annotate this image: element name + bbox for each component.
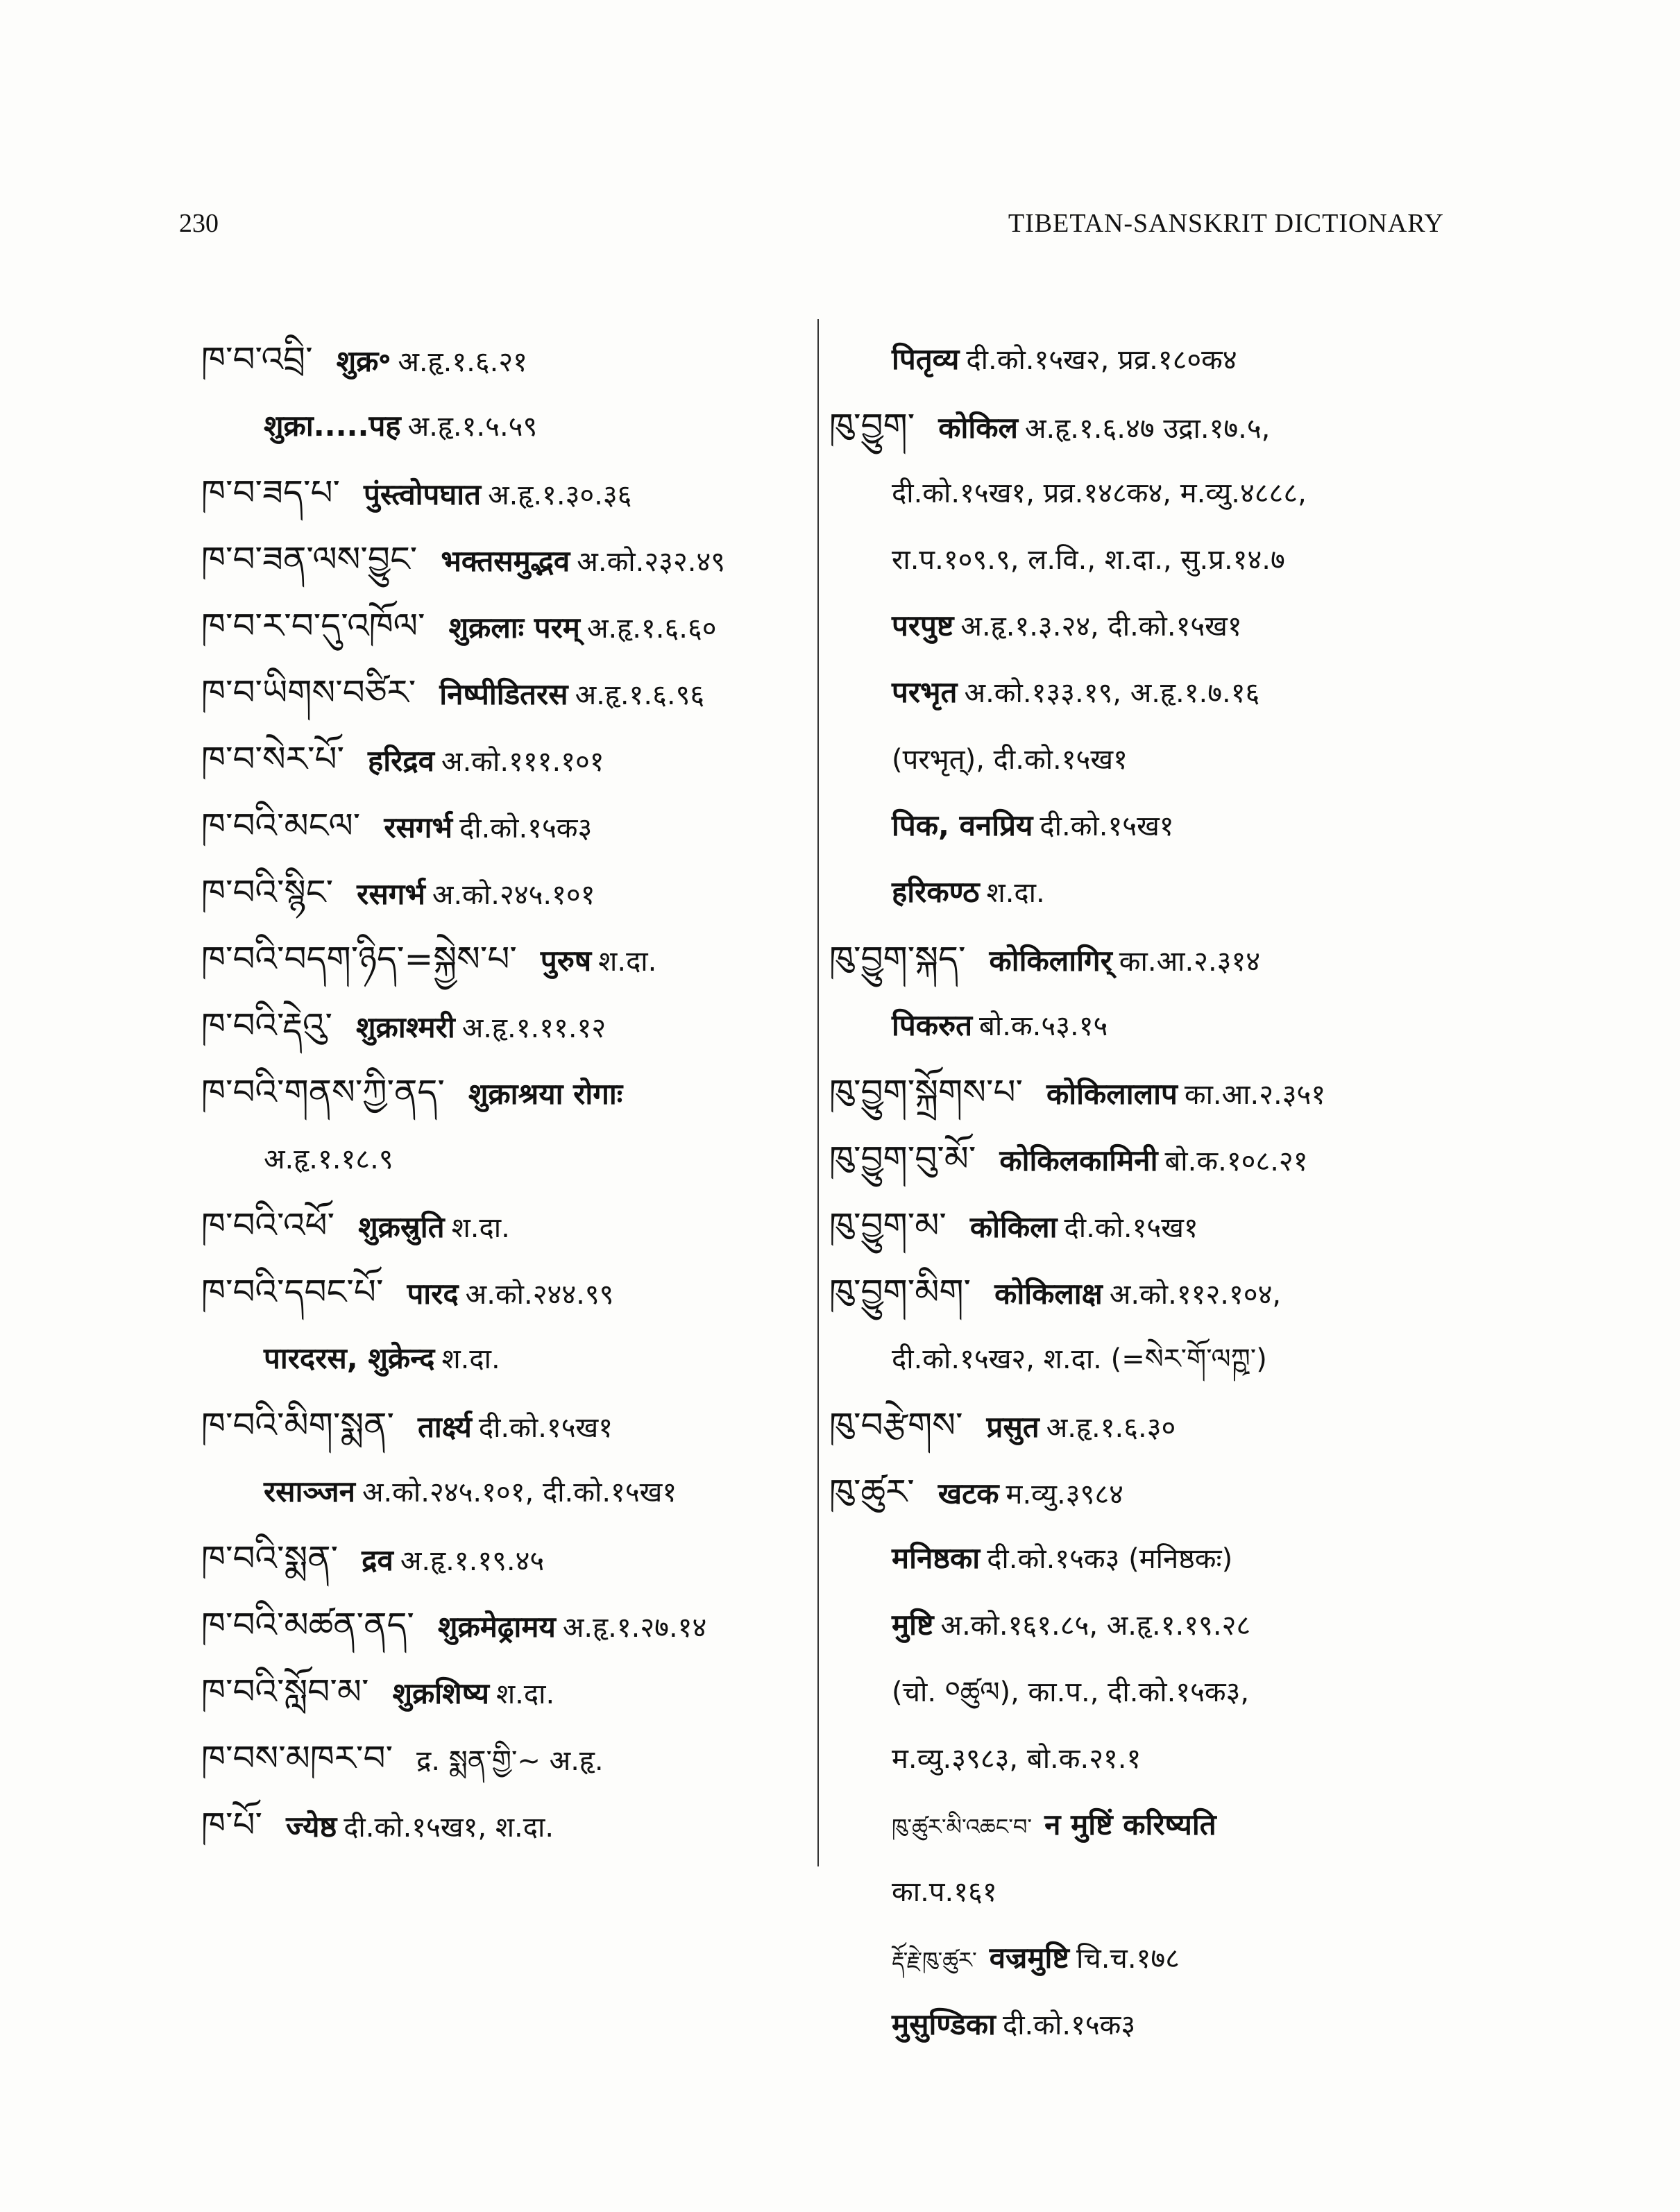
dictionary-entry: [201, 326, 812, 393]
source-reference: का.आ.२.३५१: [1184, 1079, 1326, 1111]
source-reference: रा.प.१०९.९, ल.वि., श.दा., सु.प्र.१४.७: [892, 544, 1285, 576]
dictionary-entry: [829, 459, 1454, 526]
dictionary-entry: [829, 326, 1454, 393]
tibetan-headword: ཁ་པོ་: [201, 1805, 263, 1845]
dictionary-entry: [829, 992, 1454, 1059]
source-reference: दी.को.१५क३: [1002, 2009, 1136, 2041]
dictionary-entry: [201, 992, 812, 1059]
dictionary-entry: [201, 593, 812, 659]
sanskrit-equivalent: कोकिला: [969, 1210, 1058, 1244]
running-title: TIBETAN-SANSKRIT DICTIONARY: [1008, 209, 1444, 238]
tibetan-headword: ཁ་བའི་སྙིང་: [201, 872, 334, 912]
dictionary-entry: [201, 926, 812, 992]
tibetan-headword: ཁུ་བྱུག་སྐྲོགས་པ་: [829, 1072, 1023, 1112]
sanskrit-equivalent: पिकरुत: [892, 1008, 973, 1042]
source-reference: अ.हृ.१.५.५९: [407, 411, 538, 443]
dictionary-entry: [829, 726, 1454, 792]
source-reference: चि.च.१७८: [1076, 1943, 1180, 1975]
left-column: [201, 326, 812, 1858]
sanskrit-equivalent: कोकिलालाप: [1046, 1077, 1178, 1111]
tibetan-headword: ཁུ་ཚུར་: [829, 1472, 915, 1512]
page-header: [179, 208, 1444, 250]
sanskrit-equivalent: पितृव्य: [892, 342, 960, 376]
source-reference: अ.हृ.१.२७.१४: [562, 1612, 707, 1644]
source-reference: अ.हृ.१.११.१२: [461, 1012, 606, 1044]
source-reference: श.दा.: [598, 946, 657, 978]
tibetan-headword: ཁུ་ཚུར་མི་འཆང་བ་: [892, 1814, 1033, 1840]
dictionary-entry: [201, 1592, 812, 1658]
tibetan-headword: ཁ་བའི་མིག་སྨན་: [201, 1405, 394, 1445]
dictionary-entry: [201, 1792, 812, 1858]
dictionary-entry: [829, 859, 1454, 926]
tibetan-headword: ཁ་བའི་དབང་པོ་: [201, 1272, 384, 1312]
right-column: [829, 326, 1454, 2058]
tibetan-headword: ཁ་བའི་འཕོ་: [201, 1205, 335, 1245]
tibetan-headword: ཁུ་བྱུག་མ་: [829, 1205, 947, 1245]
sanskrit-equivalent: शुक्राश्रया रोगाः: [468, 1077, 623, 1111]
dictionary-entry: [829, 593, 1454, 659]
tibetan-headword: ཁུ་བྱུག་བུ་མོ་: [829, 1139, 976, 1179]
sanskrit-equivalent: पारद: [407, 1277, 459, 1311]
sanskrit-equivalent: हरिकण्ठ: [892, 875, 980, 909]
dictionary-entry: [829, 1325, 1454, 1392]
sanskrit-equivalent: मुसुण्डिका: [892, 2007, 996, 2041]
source-reference: अ.हृ.१.६.२१: [398, 346, 527, 378]
source-reference: श.दा.: [451, 1212, 510, 1244]
tibetan-headword: ཁུ་བརྩེགས་: [829, 1405, 963, 1445]
sanskrit-equivalent: भक्तसमुद्भव: [441, 544, 570, 578]
source-reference: दी.को.१५ख१: [478, 1412, 613, 1444]
dictionary-entry: [829, 1125, 1454, 1192]
sanskrit-equivalent: मुष्टि: [892, 1608, 934, 1642]
sanskrit-equivalent: शुक्रस्रुति: [358, 1210, 445, 1244]
dictionary-entry: [829, 1925, 1454, 1991]
dictionary-entry: [201, 726, 812, 792]
source-reference: श.दा.: [986, 877, 1045, 909]
source-reference: अ.को.१६१.८५, अ.हृ.१.१९.२८: [940, 1610, 1251, 1642]
dictionary-entry: [829, 393, 1454, 459]
sanskrit-equivalent: पिक, वनप्रिय: [892, 808, 1033, 842]
sanskrit-equivalent: प्रसुत: [986, 1410, 1040, 1444]
dictionary-entry: [201, 1325, 812, 1392]
tibetan-headword: ཁུ་བྱུག་མིག་: [829, 1272, 971, 1312]
source-reference: अ.को.११२.१०४,: [1109, 1279, 1282, 1311]
source-reference: श.दा.: [441, 1343, 500, 1375]
dictionary-entry: [201, 1725, 812, 1792]
source-reference: दी.को.१५ख१, प्रव्र.१४८क४, म.व्यु.४८८८,: [892, 477, 1307, 509]
sanskrit-equivalent: मनिष्ठका: [892, 1541, 981, 1575]
source-reference: अ.हृ.१.६.३०: [1046, 1412, 1176, 1444]
sanskrit-equivalent: हरिद्रव: [368, 744, 435, 778]
page-number: 230: [179, 209, 219, 238]
sanskrit-equivalent: रसगर्भ: [384, 810, 453, 844]
sanskrit-equivalent: पारदरस, शुक्रेन्द: [264, 1341, 435, 1375]
dictionary-entry: [829, 1725, 1454, 1792]
sanskrit-equivalent: ज्येष्ठ: [286, 1810, 337, 1844]
sanskrit-equivalent: न मुष्टिं करिष्यति: [1044, 1807, 1216, 1841]
source-reference: अ.हृ.१.१९.४५: [400, 1545, 545, 1577]
sanskrit-equivalent: वज्रमुष्टि: [989, 1941, 1069, 1975]
source-reference: दी.को.१५क३ (मनिष्ठकः): [987, 1543, 1233, 1575]
column-divider: [817, 319, 819, 1866]
dictionary-entry: [829, 1792, 1454, 1858]
source-reference: अ.हृ.१.१८.९: [264, 1143, 393, 1175]
sanskrit-equivalent: रसगर्भ: [357, 877, 425, 911]
dictionary-entry: [201, 859, 812, 926]
sanskrit-equivalent: रसाञ्जन: [264, 1474, 355, 1508]
dictionary-entry: [829, 1259, 1454, 1325]
source-reference: दी.को.१५ख२, श.दा. (=སེར་གོ་ལཀྵ་): [892, 1343, 1267, 1375]
sanskrit-equivalent: कोकिलाक्ष: [994, 1277, 1103, 1311]
source-reference: द्र. སྨན་གྱི་~ अ.हृ.: [416, 1745, 604, 1777]
dictionary-entry: [201, 526, 812, 593]
sanskrit-equivalent: परभृत: [892, 675, 958, 709]
dictionary-entry: [829, 1658, 1454, 1725]
source-reference: दी.को.१५ख१, श.दा.: [343, 1812, 554, 1844]
dictionary-entry: [829, 1392, 1454, 1458]
tibetan-headword: ཁ་བ་འབྲི་: [201, 339, 313, 380]
dictionary-entry: [829, 526, 1454, 593]
dictionary-entry: [201, 1259, 812, 1325]
sanskrit-equivalent: शुक्रशिष्य: [392, 1676, 489, 1710]
tibetan-headword: ཁུ་བྱུག་: [829, 406, 915, 446]
source-reference: अ.को.१११.१०१: [441, 746, 604, 778]
dictionary-entry: [201, 659, 812, 726]
source-reference: बो.क.५३.१५: [979, 1010, 1108, 1042]
tibetan-headword: ཁུ་བྱུག་སྐད་: [829, 939, 966, 979]
source-reference: दी.को.१५क३: [459, 813, 593, 844]
dictionary-entry: [201, 1525, 812, 1592]
dictionary-entry: [201, 1125, 812, 1192]
source-reference: दी.को.१५ख१: [1064, 1212, 1198, 1244]
source-reference: अ.को.२४५.१०१, दी.को.१५ख१: [362, 1477, 677, 1508]
sanskrit-equivalent: शुक्रा.....पह: [264, 409, 401, 443]
tibetan-headword: ཁ་བ་ཡིགས་བཙིར་: [201, 672, 416, 713]
tibetan-headword: ཁ་བས་མཁར་བ་: [201, 1738, 393, 1778]
source-reference: बो.क.१०८.२१: [1164, 1146, 1308, 1177]
sanskrit-equivalent: निष्पीडितरस: [439, 677, 568, 711]
dictionary-entry: [829, 1458, 1454, 1525]
source-reference: म.व्यु.३९८४: [1006, 1479, 1123, 1511]
tibetan-headword: ཁ་བ་ཟད་པ་: [201, 473, 340, 513]
sanskrit-equivalent: शुक्रमेढ्रामय: [437, 1610, 556, 1644]
source-reference: अ.हृ.१.३०.३६: [488, 479, 632, 511]
sanskrit-equivalent: कोकिल: [938, 411, 1018, 445]
tibetan-headword: ཁ་བའི་སྨན་: [201, 1538, 339, 1579]
source-reference: म.व्यु.३९८३, बो.क.२१.१: [892, 1743, 1142, 1775]
sanskrit-equivalent: शुक्र॰: [336, 344, 391, 378]
sanskrit-equivalent: तार्क्ष्य: [417, 1410, 472, 1444]
source-reference: (चो. ༠ཚུལ), का.प., दी.को.१५क३,: [892, 1676, 1250, 1708]
sanskrit-equivalent: परपुष्ट: [892, 609, 954, 643]
sanskrit-equivalent: कोकिलकामिनी: [999, 1143, 1158, 1177]
tibetan-headword: རྡོ་རྗེ་ཁུ་ཚུར་: [892, 1947, 977, 1973]
dictionary-entry: [829, 659, 1454, 726]
source-reference: श.दा.: [495, 1678, 555, 1710]
source-reference: का.प.१६१: [892, 1876, 997, 1908]
source-reference: अ.को.२३२.४९: [577, 546, 726, 578]
source-reference: अ.हृ.१.३.२४, दी.को.१५ख१: [960, 611, 1242, 643]
sanskrit-equivalent: कोकिलागिर्: [989, 944, 1112, 978]
sanskrit-equivalent: शुक्रलाः परम्: [448, 611, 580, 645]
tibetan-headword: ཁ་བའི་སློབ་མ་: [201, 1671, 369, 1712]
source-reference: अ.हृ.१.६.६०: [586, 613, 717, 645]
dictionary-entry: [829, 792, 1454, 859]
tibetan-headword: ཁ་བའི་རྡེའུ་: [201, 1005, 332, 1046]
dictionary-entry: [201, 1059, 812, 1125]
source-reference: (परभृत्), दी.को.१५ख१: [892, 744, 1128, 776]
source-reference: दी.को.१५ख१: [1040, 810, 1174, 842]
sanskrit-equivalent: शुक्राश्मरी: [356, 1010, 455, 1044]
tibetan-headword: ཁ་བ་ར་བ་དུ་འཁོལ་: [201, 606, 425, 646]
dictionary-entry: [201, 393, 812, 459]
tibetan-headword: ཁ་བ་སེར་པོ་: [201, 739, 344, 779]
tibetan-headword: ཁ་བའི་མཚན་ནད་: [201, 1605, 414, 1645]
source-reference: का.आ.२.३१४: [1119, 946, 1261, 978]
tibetan-headword: ཁ་བ་ཟན་ལས་བྱུང་: [201, 539, 418, 579]
tibetan-headword: ཁ་བའི་མངལ་: [201, 806, 361, 846]
dictionary-entry: [829, 1991, 1454, 2058]
sanskrit-equivalent: द्रव: [362, 1543, 393, 1577]
source-reference: अ.को.२४४.९९: [465, 1279, 614, 1311]
dictionary-entry: [829, 1192, 1454, 1259]
source-reference: अ.हृ.१.६.४७ उद्रा.१७.५,: [1025, 413, 1271, 445]
sanskrit-equivalent: पुंस्त्वोपघात: [364, 477, 482, 511]
source-reference: दी.को.१५ख२, प्रव्र.१८०क४: [966, 344, 1237, 376]
tibetan-headword: ཁ་བའི་གནས་ཀྱི་ནད་: [201, 1072, 445, 1112]
dictionary-entry: [201, 1392, 812, 1458]
sanskrit-equivalent: खटक: [937, 1477, 999, 1511]
dictionary-entry: [201, 1192, 812, 1259]
dictionary-entry: [829, 926, 1454, 992]
dictionary-entry: [201, 1458, 812, 1525]
dictionary-entry: [201, 1658, 812, 1725]
dictionary-entry: [829, 1592, 1454, 1658]
dictionary-entry: [201, 792, 812, 859]
sanskrit-equivalent: पुरुष: [540, 944, 592, 978]
dictionary-entry: [829, 1525, 1454, 1592]
dictionary-entry: [829, 1858, 1454, 1925]
tibetan-headword: ཁ་བའི་བདག་ཉིད་=སྐྱེས་པ་: [201, 939, 517, 979]
source-reference: अ.को.२४५.१०१: [432, 879, 595, 911]
dictionary-entry: [829, 1059, 1454, 1125]
source-reference: अ.को.१३३.१९, अ.हृ.१.७.१६: [964, 677, 1260, 709]
source-reference: अ.हृ.१.६.९६: [575, 679, 705, 711]
dictionary-entry: [201, 459, 812, 526]
